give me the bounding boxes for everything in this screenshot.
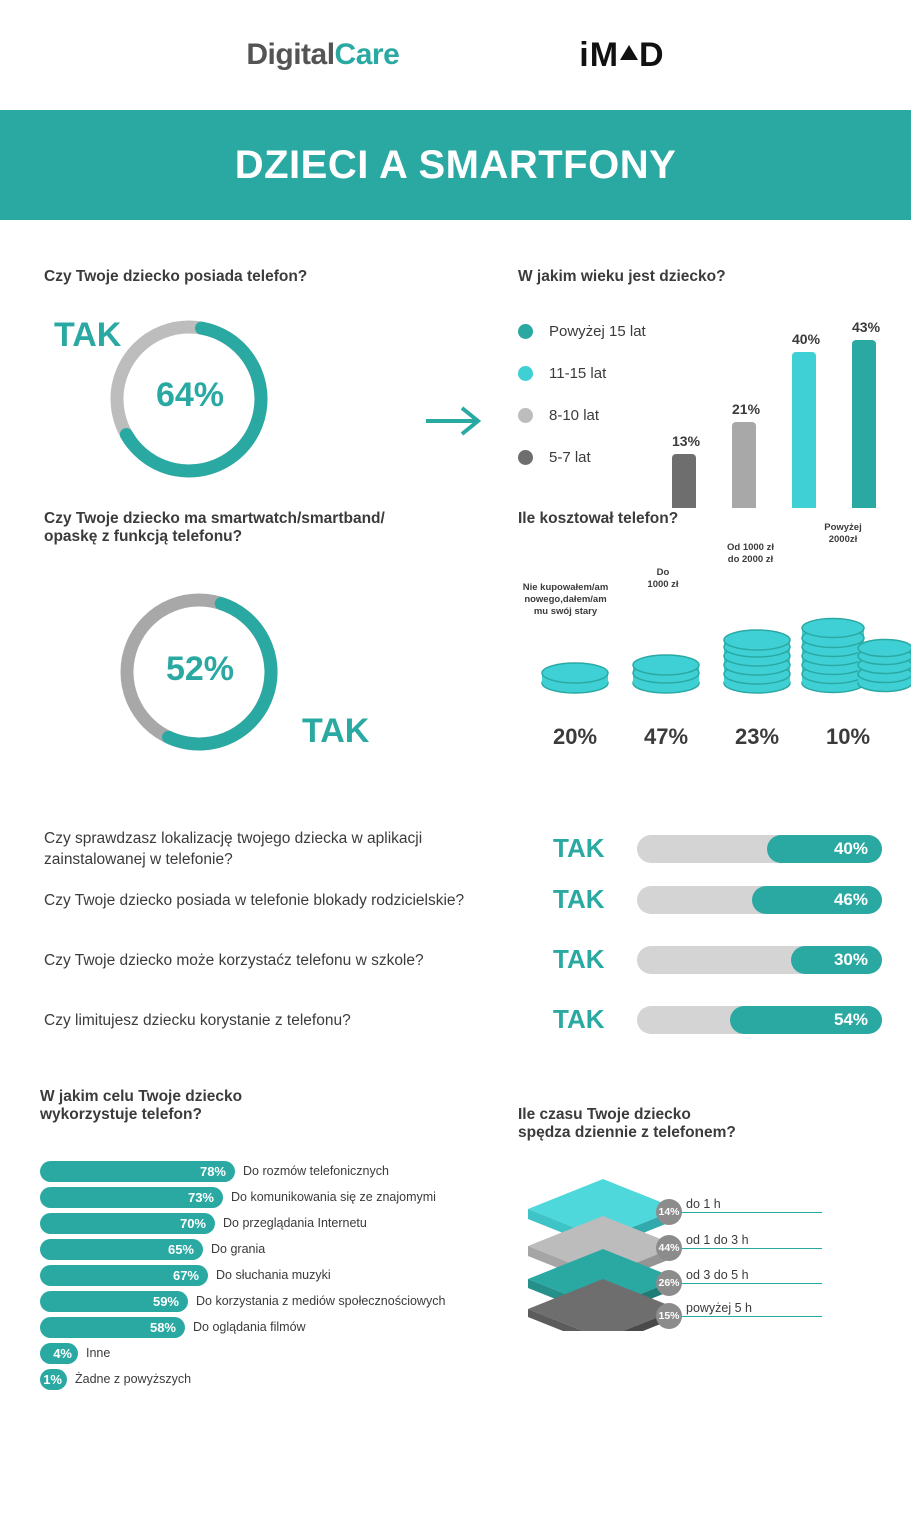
usage-label: Do słuchania muzyki [216,1268,331,1282]
yes-row-3 [0,944,911,1010]
usage-row [40,1210,500,1236]
bar-group-11-15 [792,331,821,508]
q2-block [518,268,898,478]
donut-1-yes-label: TAK [54,316,122,354]
usage-bar-chart [40,1158,500,1392]
yes-row-4-fill: 54% [730,1006,882,1034]
bar-value: 13% [672,433,701,449]
bar-15plus [852,340,876,508]
yes-row-2 [0,884,911,950]
usage-row [40,1340,500,1366]
cost-caption-4-l2: 2000zł [828,534,858,545]
legend-label: Powyżej 15 lat [549,322,646,340]
usage-bar: 65% [40,1239,203,1260]
donut-1-wrap [44,304,344,494]
bar-5-7 [672,454,696,508]
time-line-1 [682,1212,822,1213]
yes-row-2-track [637,886,882,914]
cost-caption-3 [703,542,798,566]
usage-label: Żadne z powyższych [75,1372,192,1386]
logo-digital-text: Digital [246,38,335,71]
triangle-icon [620,45,638,60]
usage-bar: 73% [40,1187,223,1208]
yes-row-2-label: Czy Twoje dziecko posiada w telefonie blokady rodzicielskie? [44,892,465,909]
q6-block [518,1106,898,1322]
q3-title-line1: Czy Twoje dziecko ma smartwatch/smartband/ [44,510,385,527]
yes-row-1-label [44,828,544,870]
logo-care-text: Care [334,38,400,71]
legend-dot-icon [518,324,533,339]
usage-row [40,1314,500,1340]
legend-dot-icon [518,450,533,465]
bar-group-8-10 [732,401,761,508]
coin-stacks-icon [518,570,911,710]
yes-row-1-fill: 40% [767,835,882,863]
yes-row-2-fill: 46% [752,886,882,914]
legend-label: 11-15 lat [549,364,607,382]
legend-dot-icon [518,366,533,381]
yes-row-1-line2: zainstalowanej w telefonie? [44,851,233,868]
donut-2-value: 52% [165,650,235,688]
bar-8-10 [732,422,756,508]
bar-value: 40% [792,331,821,347]
usage-label: Do grania [211,1242,266,1256]
yes-row-4-label: Czy limitujesz dziecku korystanie z telefonu? [44,1012,351,1029]
legend-dot-icon [518,408,533,423]
time-label-1: do 1 h [686,1197,721,1211]
q6-title-line1: Ile czasu Twoje dziecko [518,1106,691,1123]
time-label-2: od 1 do 3 h [686,1233,749,1247]
usage-bar: 1% [40,1369,67,1390]
bar-11-15 [792,352,816,508]
q5-block [40,1088,500,1392]
yes-row-3-tak: TAK [553,944,605,974]
q1-block [44,268,474,494]
q5-title-line2: wykorzystuje telefon? [40,1106,202,1123]
yes-row-1 [0,828,911,890]
donut-2-yes-label: TAK [302,712,370,750]
usage-row [40,1366,500,1392]
usage-row [40,1262,500,1288]
cost-caption-2-l2: 1000 zł [647,579,679,590]
usage-label: Do korzystania z mediów społecznościowych [196,1294,446,1308]
age-bar-chart [658,308,898,508]
section-smartwatch-cost [0,510,911,810]
yes-row-4-tak: TAK [553,1004,605,1034]
usage-row [40,1184,500,1210]
donut-1-value: 64% [155,376,225,414]
bar-group-15plus [852,319,881,508]
cost-caption-4 [798,522,888,546]
q2-title: W jakim wieku jest dziecko? [518,268,726,285]
q3-block [44,510,494,784]
yes-row-3-fill: 30% [791,946,882,974]
cost-caption-3-l2: do 2000 zł [727,554,774,565]
bar-group-5-7 [672,433,701,508]
cost-caption-4-l1: Powyżej [824,522,862,533]
page-banner [0,110,911,220]
legend-label: 8-10 lat [549,406,600,424]
usage-label: Do oglądania filmów [193,1320,306,1334]
usage-bar: 70% [40,1213,215,1234]
yes-row-1-track [637,835,882,863]
usage-row [40,1288,500,1314]
legend-label: 5-7 lat [549,448,591,466]
time-label-4: powyżej 5 h [686,1301,753,1315]
usage-label: Inne [86,1346,111,1360]
usage-row [40,1236,500,1262]
usage-bar: 58% [40,1317,185,1338]
usage-bar: 4% [40,1343,78,1364]
q4-title: Ile kosztował telefon? [518,510,679,527]
time-layer-chart [528,1171,908,1351]
cost-coin-chart [518,522,911,750]
time-line-3 [682,1283,822,1284]
usage-bar: 78% [40,1161,235,1182]
logo-imad-pre: iM [579,35,620,74]
logo-imad-post: D [639,35,665,74]
arrow-right-icon [424,404,486,438]
digitalcare-logo [246,38,399,72]
cost-caption-1-l3: mu swój stary [533,606,598,617]
section-usage-time [0,1078,911,1438]
cost-caption-1-l1: Nie kupowałem/am [522,582,609,593]
yes-row-3-track [637,946,882,974]
donut-2-wrap [44,564,464,784]
imad-logo [579,36,664,75]
q1-title: Czy Twoje dziecko posiada telefon? [44,268,308,285]
cost-pct-4: 10% [825,724,871,749]
q4-block [518,510,898,749]
usage-row [40,1158,500,1184]
q6-title-line2: spędza dziennie z telefonem? [518,1124,736,1141]
yes-row-4 [0,1004,911,1070]
time-badge-2: 44% [656,1235,682,1261]
usage-label: Do rozmów telefonicznych [243,1164,389,1178]
time-line-4 [682,1316,822,1317]
yes-row-3-label: Czy Twoje dziecko może korzystaćz telefonu w szkole? [44,952,424,969]
usage-label: Do komunikowania się ze znajomymi [231,1190,436,1204]
time-line-2 [682,1248,822,1249]
yes-row-2-tak: TAK [553,884,605,914]
usage-bar: 59% [40,1291,188,1312]
cost-pct-2: 47% [643,724,689,749]
yes-row-1-tak: TAK [553,833,605,863]
cost-pct-1: 20% [552,724,598,749]
usage-label: Do przeglądania Internetu [223,1216,367,1230]
cost-pct-3: 23% [734,724,780,749]
section-phone-ownership [0,220,911,510]
page-title: DZIECI A SMARTFONY [234,142,677,187]
time-badge-1: 14% [656,1199,682,1225]
time-badge-3: 26% [656,1270,682,1296]
q3-title-line2: opaskę z funkcją telefonu? [44,528,243,545]
section-yes-questions [0,810,911,1078]
yes-row-4-track [637,1006,882,1034]
time-label-3: od 3 do 5 h [686,1268,749,1282]
bar-value: 21% [732,401,761,417]
cost-caption-3-l1: Od 1000 zł [727,542,774,553]
usage-bar: 67% [40,1265,208,1286]
time-badge-4: 15% [656,1303,682,1329]
bar-value: 43% [852,319,881,335]
logo-bar [0,0,911,110]
cost-caption-1-l2: nowego,dałem/am [524,594,607,605]
q5-title-line1: W jakim celu Twoje dziecko [40,1088,243,1105]
cost-caption-2-l1: Do [656,567,670,578]
yes-row-1-line1: Czy sprawdzasz lokalizację twojego dziecka w aplikacji [44,830,423,847]
